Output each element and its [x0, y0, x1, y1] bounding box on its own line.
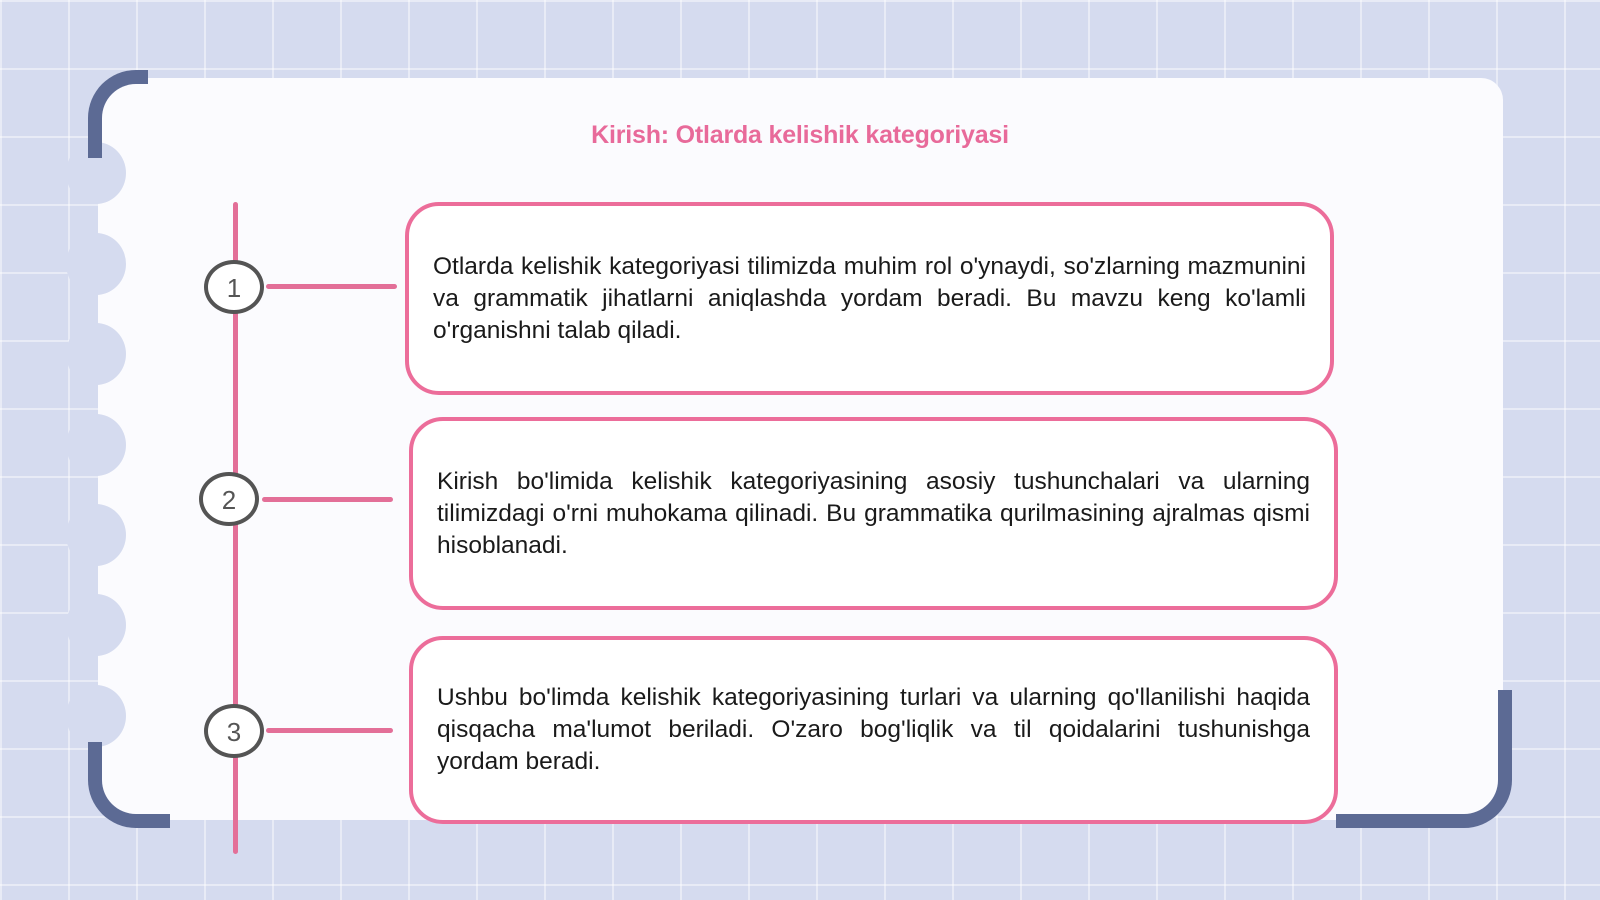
- paper-notch: [66, 594, 126, 656]
- paper-notch: [66, 504, 126, 566]
- corner-bracket-bottom-right: [1336, 690, 1512, 828]
- paper-notch: [66, 233, 126, 295]
- timeline-card-text: Kirish bo'limida kelishik kategoriyasining asosiy tushunchalari va ularning tilimizdagi o'rni muhokama qilinadi. Bu grammatika qurilmasining ajralmas qismi hisoblanadi.: [437, 467, 1310, 559]
- paper-notch: [66, 685, 126, 747]
- timeline-card-2: [409, 417, 1338, 610]
- timeline-connector: [266, 728, 393, 733]
- timeline-card-3: [409, 636, 1338, 824]
- slide-title: Kirish: Otlarda kelishik kategoriyasi: [591, 121, 1009, 149]
- timeline-connector: [262, 497, 393, 502]
- step-number-1: 1: [204, 260, 264, 314]
- corner-bracket-bottom-left: [88, 742, 170, 828]
- paper-notch: [66, 414, 126, 476]
- step-number-2: 2: [199, 472, 259, 526]
- timeline-card-text: Otlarda kelishik kategoriyasi tilimizda muhim rol o'ynaydi, so'zlarning mazmunini va grammatik jihatlarni aniqlashda yordam beradi. Bu mavzu keng ko'lamli o'rganishni talab qiladi.: [433, 252, 1306, 344]
- step-number-3: 3: [204, 704, 264, 758]
- timeline-connector: [266, 284, 397, 289]
- timeline-card-text: Ushbu bo'limda kelishik kategoriyasining turlari va ularning qo'llanilishi haqida qisqacha ma'lumot beriladi. O'zaro bog'liqlik va til qoidalarini tushunishga yordam beradi.: [437, 684, 1310, 775]
- paper-notch: [66, 323, 126, 385]
- timeline-card-1: [405, 202, 1334, 395]
